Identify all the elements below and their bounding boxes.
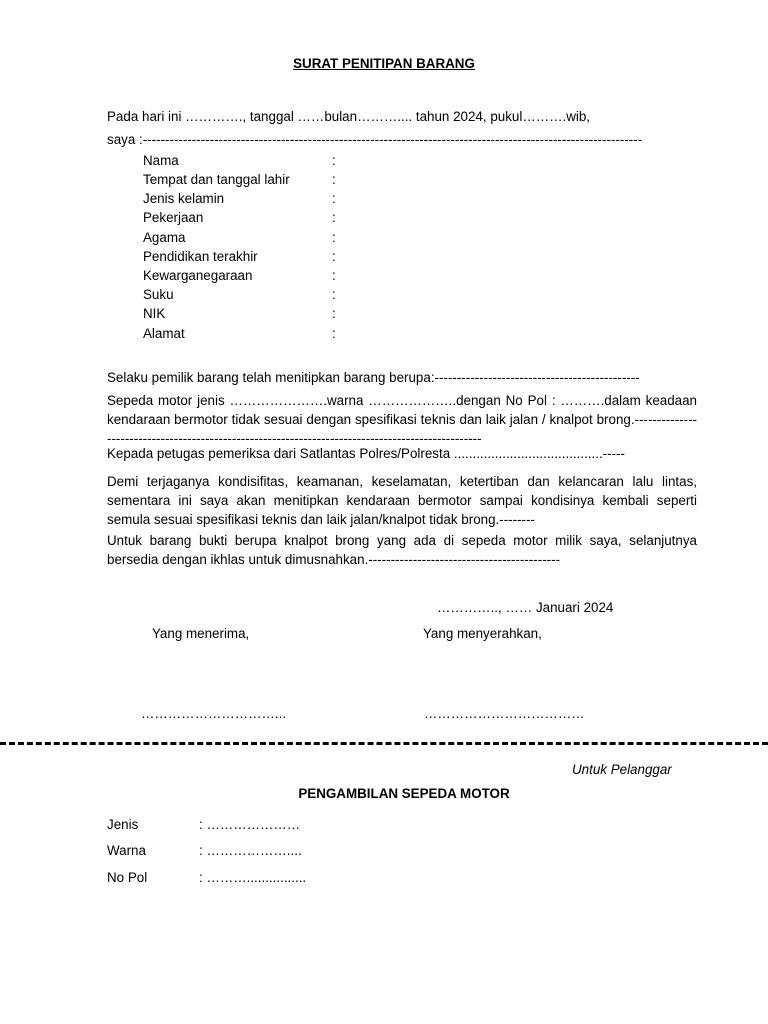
- for-offender-label: Untuk Pelanggar: [572, 762, 672, 777]
- field-colon: :: [332, 172, 336, 187]
- field-label-pendidikan: Pendidikan terakhir: [143, 249, 258, 264]
- field-label-alamat: Alamat: [143, 326, 185, 341]
- field-colon: :: [332, 153, 336, 168]
- intro-line-2: saya :----------------------------------------------------------------------------------------------------------------: [107, 132, 643, 147]
- field-colon: :: [332, 249, 336, 264]
- field-colon: :: [332, 268, 336, 283]
- field-label-nama: Nama: [143, 153, 179, 168]
- field-label-ttl: Tempat dan tanggal lahir: [143, 172, 290, 187]
- field-label-agama: Agama: [143, 230, 186, 245]
- receiver-label: Yang menerima,: [152, 626, 250, 641]
- receiver-signature-line: …………………………...: [141, 706, 287, 721]
- field-label-nik: NIK: [143, 306, 166, 321]
- field-label-jenis-kelamin: Jenis kelamin: [143, 191, 225, 206]
- paragraph-demi: Demi terjaganya kondisifitas, keamanan, keselamatan, ketertiban dan kelancaran lalu lintas, sementara ini saya akan menitipkan kendaraan bermotor sampai kondisinya kembali seperti semula sesuai spesifikasi teknis dan laik jalan/knalpot tidak brong.--------: [107, 474, 697, 527]
- giver-signature-line: ………………………………: [424, 706, 585, 721]
- cut-line: [0, 742, 768, 745]
- field-label-pekerjaan: Pekerjaan: [143, 210, 204, 225]
- giver-label: Yang menyerahkan,: [423, 626, 542, 641]
- field-colon: :: [332, 306, 336, 321]
- paragraph-kepada: Kepada petugas pemeriksa dari Satlantas Polres/Polresta ........................................-----: [107, 446, 625, 461]
- field-label-suku: Suku: [143, 287, 174, 302]
- paragraph-sepeda-motor: Sepeda motor jenis ………………….warna ………………..dengan No Pol : ……….dalam keadaan kendaraan bermotor tidak sesuai dengan spesifikasi teknis dan laik jalan / knalpot brong.--------------------------------------------------------------------------------------------------: [107, 393, 697, 446]
- tear-off-label-warna: Warna: [107, 843, 146, 858]
- tear-off-title: PENGAMBILAN SEPEDA MOTOR: [298, 786, 510, 801]
- field-colon: :: [332, 287, 336, 302]
- field-colon: :: [332, 191, 336, 206]
- tear-off-label-no-pol: No Pol: [107, 870, 148, 885]
- tear-off-value-warna: : ………………....: [199, 843, 302, 858]
- tear-off-label-jenis: Jenis: [107, 817, 139, 832]
- tear-off-value-jenis: : …………………: [199, 817, 301, 832]
- field-colon: :: [332, 210, 336, 225]
- paragraph-untuk: Untuk barang bukti berupa knalpot brong yang ada di sepeda motor milik saya, selanjutnya bersedia dengan ikhlas untuk dimusnahkan.-------------------------------------------: [107, 533, 697, 567]
- intro-line-1: Pada hari ini …………., tanggal ……bulan……….... tahun 2024, pukul……….wib,: [107, 109, 591, 124]
- date-line: ………….., …… Januari 2024: [437, 600, 614, 615]
- field-label-kewarganegaraan: Kewarganegaraan: [143, 268, 253, 283]
- tear-off-value-no-pol: : ………................: [199, 870, 307, 885]
- paragraph-selaku: Selaku pemilik barang telah menitipkan barang berupa:----------------------------------------------: [107, 370, 640, 385]
- field-colon: :: [332, 230, 336, 245]
- document-title: SURAT PENITIPAN BARANG: [293, 56, 475, 71]
- field-colon: :: [332, 326, 336, 341]
